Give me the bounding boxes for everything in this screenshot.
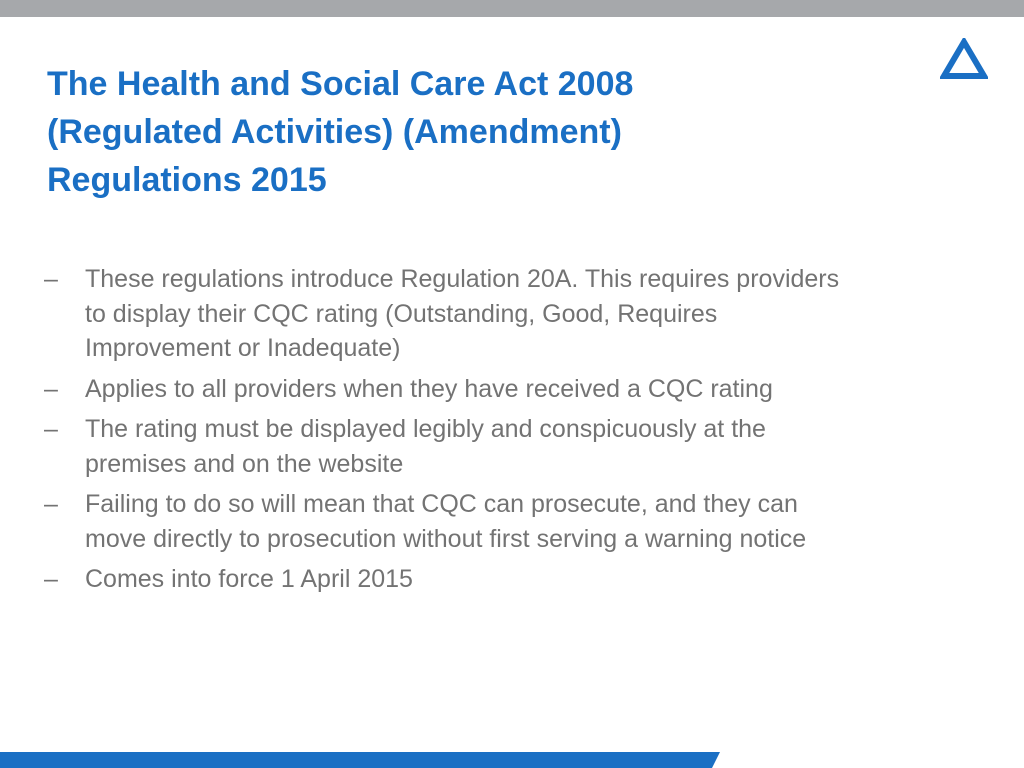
- bullet-dash: –: [44, 415, 58, 443]
- bullet-item-3: [0, 412, 1024, 481]
- bullet-2-line-1: Applies to all providers when they have received a CQC rating: [85, 374, 773, 403]
- bottom-blue-bar: [0, 752, 1024, 768]
- bullet-5-line-1: Comes into force 1 April 2015: [85, 565, 413, 593]
- slide-title-line-1: The Health and Social Care Act 2008: [47, 65, 634, 103]
- top-grey-bar: [0, 0, 1024, 17]
- bullet-dash: –: [44, 490, 58, 518]
- bullet-1-line-1: These regulations introduce Regulation 20A. This requires providers: [85, 265, 840, 293]
- bullet-item-4: [0, 487, 1024, 556]
- triangle-logo-icon: [940, 38, 988, 82]
- slide-title-line-3: Regulations 2015: [47, 161, 327, 199]
- bullet-dash: –: [44, 265, 58, 293]
- slide-title-line-2: (Regulated Activities) (Amendment): [47, 113, 622, 151]
- slide-title: [47, 60, 927, 204]
- bullet-item-5: [0, 562, 1024, 597]
- bullet-1-line-3: Improvement or Inadequate): [85, 334, 401, 362]
- bullet-list: [0, 262, 1024, 603]
- bullet-3-line-1: The rating must be displayed legibly and conspicuously at the: [85, 415, 766, 443]
- bullet-item-2: [0, 372, 1024, 407]
- bullet-4-line-2: move directly to prosecution without first serving a warning notice: [85, 524, 807, 553]
- bullet-item-1: [0, 262, 1024, 366]
- bullet-dash: –: [44, 374, 58, 403]
- bullet-dash: –: [44, 565, 58, 593]
- bullet-3-line-2: premises and on the website: [85, 449, 404, 478]
- bullet-1-line-2: to display their CQC rating (Outstanding, Good, Requires: [85, 299, 718, 328]
- bullet-4-line-1: Failing to do so will mean that CQC can prosecute, and they can: [85, 490, 798, 518]
